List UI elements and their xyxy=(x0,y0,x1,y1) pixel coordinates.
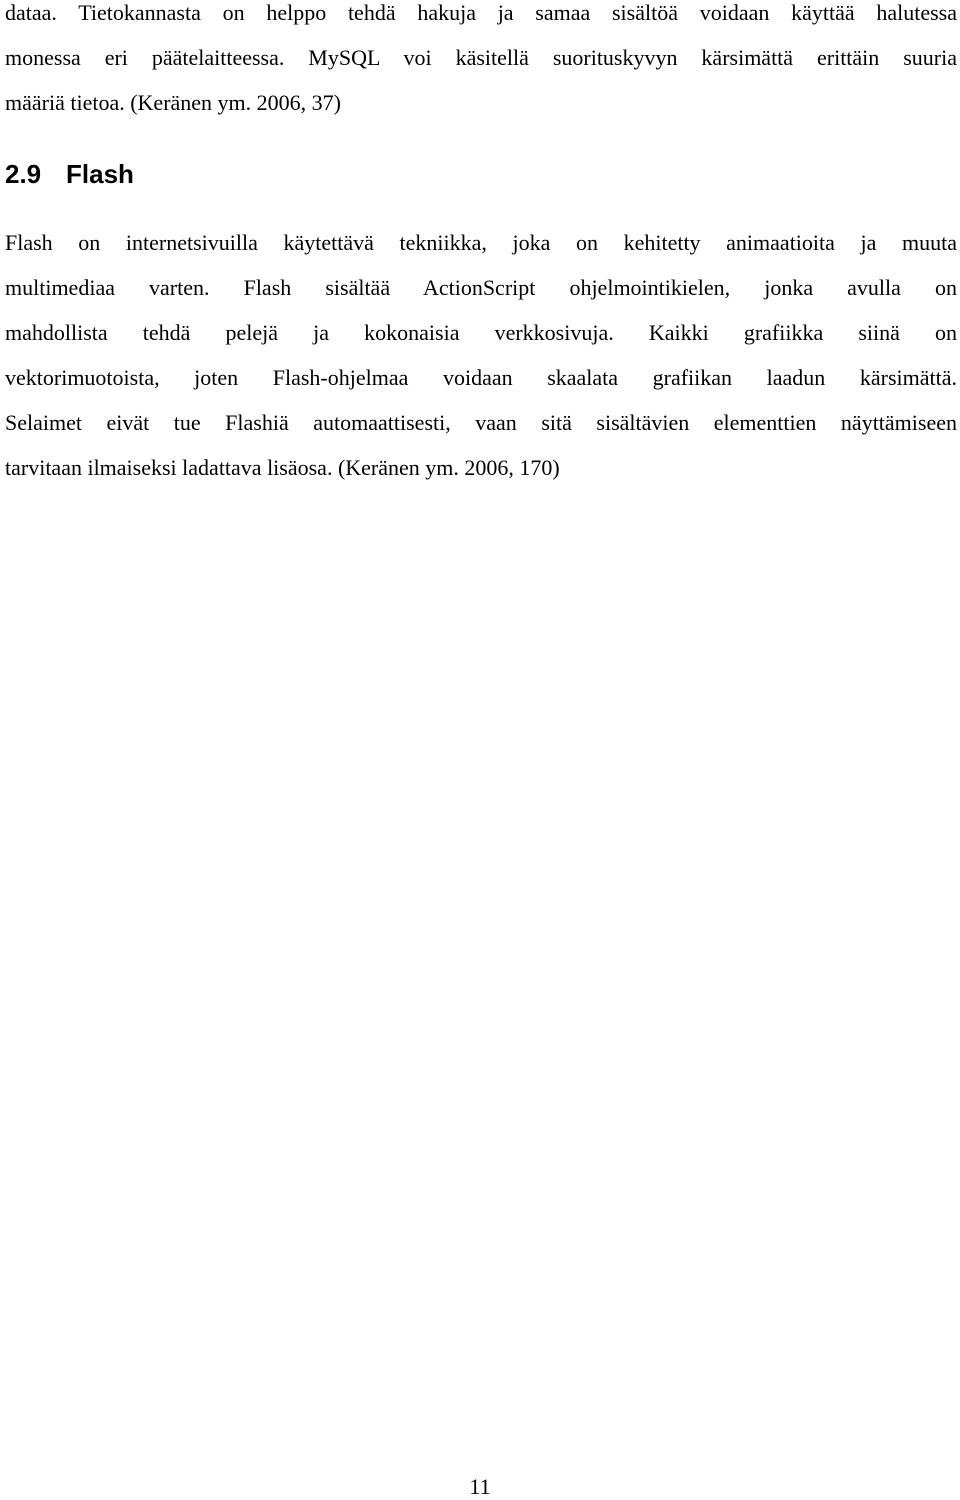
paragraph-line: Selaimet eivät tue Flashiä automaattisesti, vaan sitä sisältävien elementtien näyttämiseen xyxy=(5,410,957,435)
paragraph-line: dataa. Tietokannasta on helppo tehdä hakuja ja samaa sisältöä voidaan käyttää halutessa xyxy=(5,0,957,25)
intro-paragraph xyxy=(5,0,957,125)
paragraph-line: tarvitaan ilmaiseksi ladattava lisäosa. (Keränen ym. 2006, 170) xyxy=(5,455,560,480)
paragraph-line: monessa eri päätelaitteessa. MySQL voi käsitellä suorituskyvyn kärsimättä erittäin suuria xyxy=(5,45,957,70)
paragraph-line: Flash on internetsivuilla käytettävä tekniikka, joka on kehitetty animaatioita ja muuta xyxy=(5,230,957,255)
paragraph-line: vektorimuotoista, joten Flash-ohjelmaa voidaan skaalata grafiikan laadun kärsimättä. xyxy=(5,365,957,390)
flash-paragraph xyxy=(5,220,957,490)
paragraph-line: multimediaa varten. Flash sisältää ActionScript ohjelmointikielen, jonka avulla on xyxy=(5,275,957,300)
section-heading xyxy=(5,156,134,192)
paragraph-line: mahdollista tehdä pelejä ja kokonaisia verkkosivuja. Kaikki grafiikka siinä on xyxy=(5,320,957,345)
page-number: 11 xyxy=(469,1474,491,1499)
paragraph-line: määriä tietoa. (Keränen ym. 2006, 37) xyxy=(5,90,341,115)
section-title: Flash xyxy=(66,159,134,189)
section-number: 2.9 xyxy=(5,159,42,189)
